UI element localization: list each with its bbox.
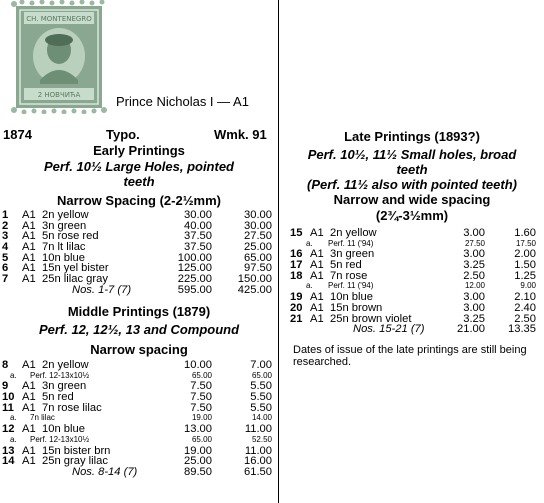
- unused-value: 3.00: [463, 291, 485, 304]
- catalog-number: 11: [2, 401, 14, 414]
- stamp-row: [0, 403, 276, 414]
- catalog-number: 9: [2, 380, 9, 393]
- unused-value: 3.00: [463, 248, 485, 261]
- used-value: 17.50: [515, 238, 536, 248]
- stamp-description: 3n green: [42, 219, 87, 232]
- used-value: 1.25: [514, 269, 536, 282]
- used-value: 150.00: [237, 273, 272, 286]
- total-row: [0, 285, 276, 296]
- catalog-number: 17: [290, 259, 303, 272]
- middle-rows: [0, 360, 276, 478]
- design-type: A1: [310, 269, 324, 282]
- design-type: A1: [22, 380, 36, 393]
- catalog-number: 10: [2, 391, 15, 404]
- total-label: Nos. 8-14 (7): [72, 465, 138, 478]
- catalog-number: 20: [290, 301, 303, 314]
- variety-letter: a.: [10, 434, 17, 444]
- column-divider: [278, 0, 279, 503]
- stamp-row: [0, 424, 276, 435]
- catalog-number: 12: [2, 423, 15, 436]
- used-value: 65.00: [244, 251, 272, 264]
- stamp-description: 10n blue: [330, 291, 373, 304]
- catalog-number: 2: [2, 219, 9, 232]
- used-value: 11.00: [244, 423, 272, 436]
- right-column: [283, 0, 541, 503]
- design-type: A1: [310, 227, 324, 239]
- used-value: 1.50: [514, 259, 536, 272]
- design-type: A1: [22, 359, 36, 371]
- late-perf-line-2: teeth: [396, 162, 428, 177]
- stamp-row: [0, 456, 276, 467]
- stamp-row: [0, 274, 276, 285]
- design-type: A1: [22, 455, 36, 468]
- stamp-description: 7n rose: [330, 269, 368, 282]
- used-value: 11.00: [244, 444, 272, 457]
- unused-value: 37.50: [184, 230, 212, 243]
- total-label: Nos. 15-21 (7): [353, 323, 425, 336]
- used-value: 7.00: [250, 359, 272, 371]
- stamp-illustration: [10, 0, 108, 114]
- catalog-number: 1: [2, 209, 9, 221]
- unused-value: 225.00: [177, 273, 212, 286]
- catalog-number: 14: [2, 455, 15, 468]
- used-value: 97.50: [244, 262, 272, 275]
- middle-perf-line: Perf. 12, 12½, 13 and Compound: [38, 322, 240, 337]
- early-perf-line-2: teeth: [123, 174, 155, 189]
- stamp-description: 15n brown: [330, 301, 383, 314]
- unused-value: 13.00: [184, 423, 212, 436]
- stamp-description: 10n blue: [42, 251, 85, 264]
- unused-value: 10.00: [184, 359, 212, 371]
- unused-value: 7.50: [190, 391, 212, 404]
- stamp-row: [0, 360, 276, 371]
- unused-value: 30.00: [184, 209, 212, 221]
- used-value: 16.00: [244, 455, 272, 468]
- used-value: 5.50: [250, 380, 272, 393]
- stamp-description: 2n yellow: [42, 209, 89, 221]
- unused-value: 40.00: [184, 219, 212, 232]
- stamp-description: 2n yellow: [42, 359, 89, 371]
- catalog-number: 6: [2, 262, 9, 275]
- catalog-number: 18: [290, 269, 303, 282]
- stamp-description: 25n brown violet: [330, 312, 412, 325]
- used-value: 1.60: [514, 227, 536, 239]
- middle-printings-title: Middle Printings (1879): [67, 304, 211, 319]
- early-rows: [0, 210, 276, 296]
- catalog-number: 7: [2, 273, 9, 286]
- stamp-description: 2n yellow: [330, 227, 377, 239]
- design-type: A1: [22, 241, 36, 254]
- stamp-description: 10n blue: [42, 423, 85, 436]
- used-value: 14.00: [251, 413, 272, 423]
- used-value: 13.35: [508, 323, 536, 336]
- design-type: A1: [22, 209, 36, 221]
- stamp-description: 3n green: [42, 380, 87, 393]
- unused-value: 19.00: [184, 444, 212, 457]
- variety-letter: a.: [306, 238, 313, 248]
- middle-spacing-title: Narrow spacing: [90, 342, 188, 357]
- variety-description: Perf. 11 ('94): [328, 238, 374, 248]
- unused-value: 89.50: [184, 465, 212, 478]
- design-type: A1: [310, 291, 324, 304]
- catalog-number: 5: [2, 251, 9, 264]
- stamp-description: 7n lt lilac: [42, 241, 86, 254]
- used-value: 9.00: [520, 281, 536, 291]
- stamp-description: 25n lilac gray: [42, 273, 108, 286]
- late-perf-line-1: Perf. 10½, 11½ Small holes, broad: [307, 147, 517, 162]
- used-value: 5.50: [250, 391, 272, 404]
- variety-description: Perf. 12-13x10½: [30, 370, 90, 380]
- stamp-description: 5n rose red: [42, 230, 99, 243]
- design-type: A1: [22, 219, 36, 232]
- stamp-image: [10, 0, 108, 114]
- stamp-description: 5n red: [42, 391, 74, 404]
- variety-letter: a.: [10, 413, 17, 423]
- stamp-description: 25n gray lilac: [42, 455, 108, 468]
- unused-value: 25.00: [184, 455, 212, 468]
- design-type: A1: [22, 273, 36, 286]
- unused-value: 2.50: [463, 269, 485, 282]
- issue-process: Typo.: [106, 127, 140, 142]
- design-type: A1: [22, 423, 36, 436]
- stamp-row: [283, 303, 541, 314]
- used-value: 425.00: [237, 283, 272, 296]
- issue-year: 1874: [3, 127, 32, 142]
- early-printings-title: Early Printings: [93, 143, 185, 158]
- unused-value: 100.00: [177, 251, 212, 264]
- unused-value: 12.00: [464, 281, 485, 291]
- design-type: A1: [310, 301, 324, 314]
- total-label: Nos. 1-7 (7): [72, 283, 132, 296]
- catalog-number: 4: [2, 241, 9, 254]
- stamp-description: 15n yel bister: [42, 262, 109, 275]
- unused-value: 7.50: [190, 401, 212, 414]
- stamp-description: 3n green: [330, 248, 375, 261]
- design-type: A1: [310, 259, 324, 272]
- used-value: 52.50: [251, 434, 272, 444]
- stamp-caption: Prince Nicholas I — A1: [116, 94, 249, 109]
- late-printings-title: Late Printings (1893?): [344, 129, 480, 144]
- early-spacing-title: Narrow Spacing (2-2½mm): [57, 193, 221, 208]
- variety-row: [0, 435, 276, 446]
- stamp-description: 15n bister brn: [42, 444, 111, 457]
- unused-value: 19.00: [191, 413, 212, 423]
- used-value: 30.00: [244, 219, 272, 232]
- design-type: A1: [22, 230, 36, 243]
- catalog-number: 19: [290, 291, 303, 304]
- unused-value: 3.00: [463, 227, 485, 239]
- variety-description: Perf. 12-13x10½: [30, 434, 90, 444]
- used-value: 30.00: [244, 209, 272, 221]
- catalog-number: 8: [2, 359, 9, 371]
- design-type: A1: [22, 444, 36, 457]
- unused-value: 3.00: [463, 301, 485, 314]
- design-type: A1: [310, 248, 324, 261]
- design-type: A1: [310, 312, 324, 325]
- used-value: 61.50: [244, 465, 272, 478]
- used-value: 2.10: [514, 291, 536, 304]
- late-perf-line-3: (Perf. 11½ also with pointed teeth): [307, 177, 517, 192]
- used-value: 2.40: [514, 301, 536, 314]
- catalog-number: 3: [2, 230, 9, 243]
- unused-value: 7.50: [190, 380, 212, 393]
- stamp-bottom-text: 2 НОВЧИЋА: [37, 91, 81, 99]
- variety-description: 7n lilac: [30, 413, 55, 423]
- variety-letter: a.: [306, 281, 313, 291]
- stamp-description: 7n rose lilac: [42, 401, 102, 414]
- used-value: 2.50: [514, 312, 536, 325]
- variety-letter: a.: [10, 370, 17, 380]
- unused-value: 3.25: [463, 312, 485, 325]
- unused-value: 27.50: [464, 238, 485, 248]
- used-value: 2.00: [514, 248, 536, 261]
- variety-description: Perf. 11 ('94): [328, 281, 374, 291]
- unused-value: 65.00: [191, 370, 212, 380]
- unused-value: 21.00: [457, 323, 485, 336]
- catalog-number: 21: [290, 312, 303, 325]
- issue-watermark: Wmk. 91: [214, 127, 267, 142]
- late-spacing-title-1: Narrow and wide spacing: [333, 192, 491, 207]
- stamp-row: [283, 228, 541, 239]
- catalog-number: 16: [290, 248, 303, 261]
- late-rows: [283, 228, 541, 335]
- unused-value: 125.00: [177, 262, 212, 275]
- unused-value: 595.00: [177, 283, 212, 296]
- total-row: [0, 467, 276, 478]
- early-perf-line-1: Perf. 10½ Large Holes, pointed: [44, 159, 234, 174]
- late-footnote: Dates of issue of the late printings are still being researched.: [293, 344, 527, 368]
- catalog-number: 15: [290, 227, 303, 239]
- catalog-number: 13: [2, 444, 15, 457]
- unused-value: 65.00: [191, 434, 212, 444]
- stamp-row: [283, 271, 541, 282]
- late-spacing-title-2: (2¾-3½mm): [375, 208, 449, 223]
- design-type: A1: [22, 262, 36, 275]
- design-type: A1: [22, 391, 36, 404]
- used-value: 25.00: [244, 241, 272, 254]
- total-row: [283, 324, 541, 335]
- unused-value: 37.50: [184, 241, 212, 254]
- stamp-top-text: CH. MONTENEGRO: [26, 15, 92, 23]
- design-type: A1: [22, 251, 36, 264]
- stamp-description: 5n red: [330, 259, 362, 272]
- unused-value: 3.25: [463, 259, 485, 272]
- used-value: 5.50: [250, 401, 272, 414]
- design-type: A1: [22, 401, 36, 414]
- used-value: 65.00: [251, 370, 272, 380]
- used-value: 27.50: [244, 230, 272, 243]
